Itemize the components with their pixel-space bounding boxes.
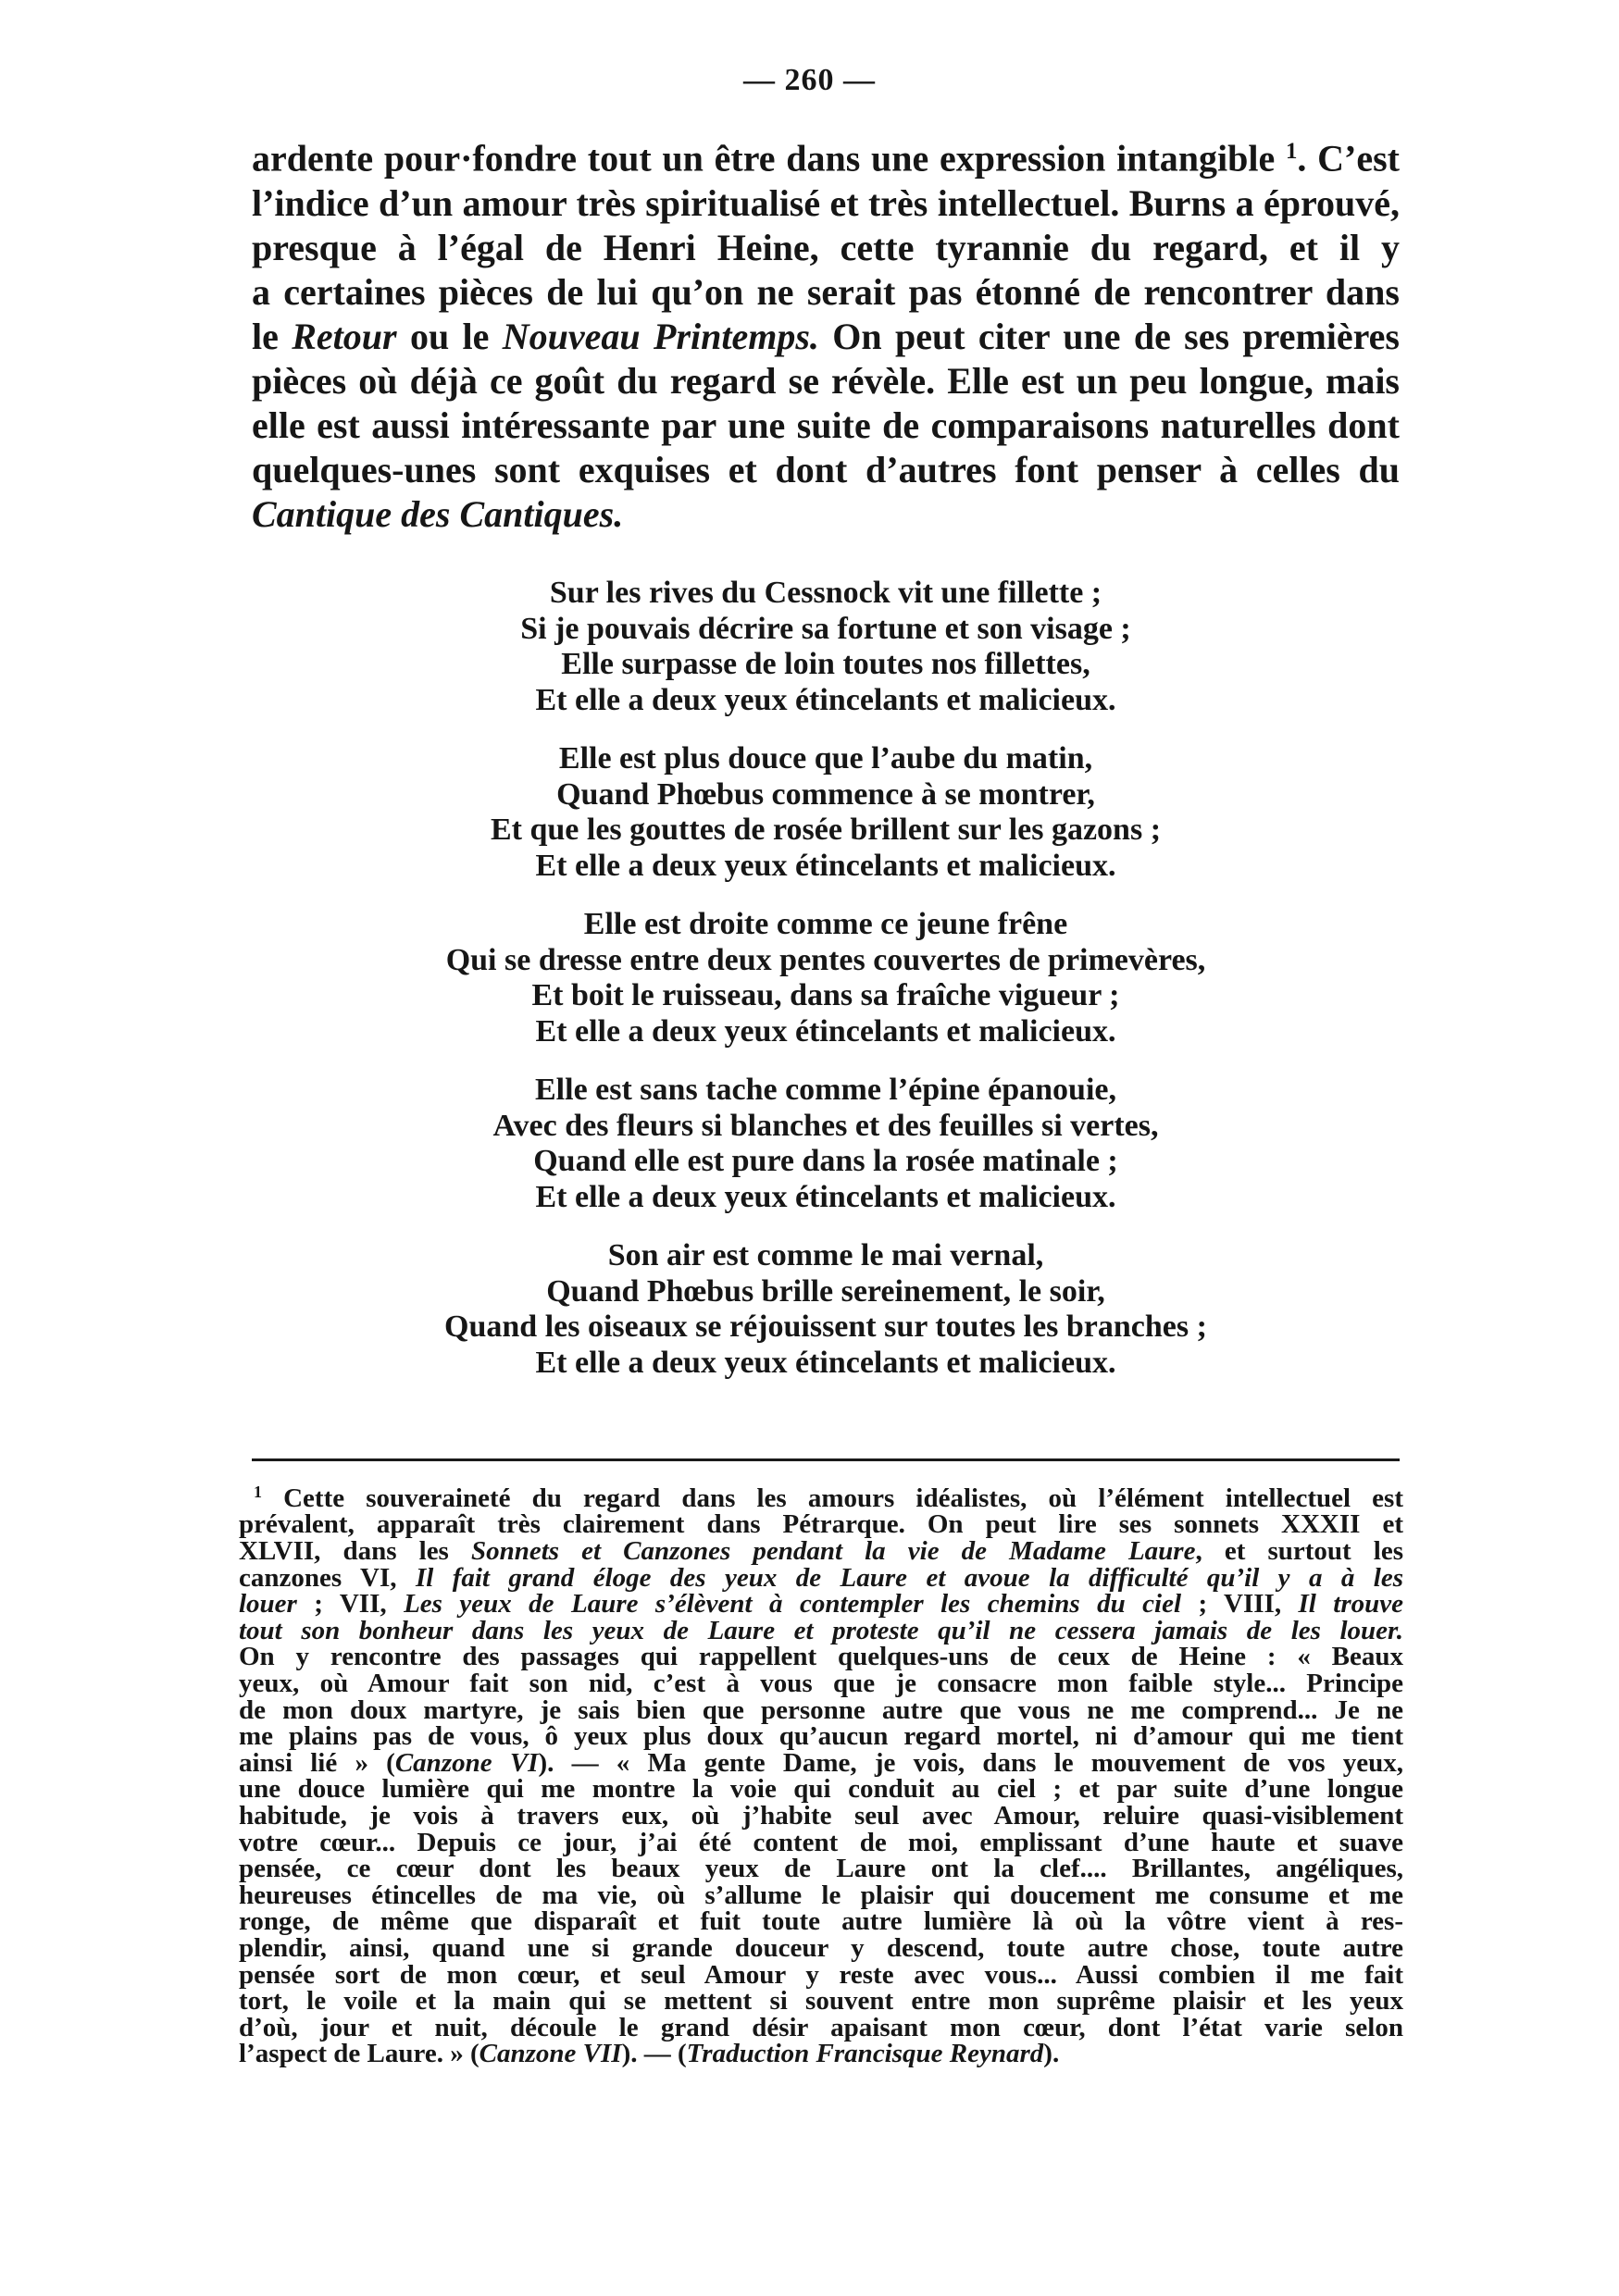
footnote-line: On y rencontre des passages qui rappellent quelques-uns de ceux de Heine : « Beaux [239, 1642, 1403, 1672]
footnote-line: pensée, ce cœur dont les beaux yeux de Laure ont la clef.... Brillantes, angéliques, [239, 1854, 1403, 1884]
verse: Et elle a deux yeux étincelants et malicieux. [535, 682, 1116, 717]
stanza-1 [252, 576, 1400, 718]
verse: Et elle a deux yeux étincelants et malicieux. [535, 1345, 1116, 1380]
verse: Et elle a deux yeux étincelants et malicieux. [535, 1013, 1116, 1049]
verse: Elle est plus douce que l’aube du matin, [558, 741, 1093, 776]
footnote-line: d’où, jour et nuit, découle le grand désir apaisant mon cœur, dont l’état varie selon [239, 2012, 1403, 2042]
verse: Quand Phœbus commence à se montrer, [556, 776, 1095, 812]
intro-line-1: ardente pour·fondre tout un être dans une expression intangible $^1$. C’est [252, 137, 1400, 180]
footnote-line: habitude, je vois à travers eux, où j’habite seul avec Amour, reluire quasi-visiblement [239, 1801, 1403, 1831]
stanza-4 [252, 1073, 1400, 1215]
intro-line-6: pièces où déjà ce goût du regard se révèle. Elle est un peu longue, mais [252, 359, 1400, 402]
intro-line-7: elle est aussi intéressante par une suite de comparaisons naturelles dont [252, 403, 1400, 446]
footnote-line: yeux, où Amour fait son nid, c’est à vous que je consacre mon faible style... Principe [239, 1669, 1403, 1699]
title-cantique: Cantique des Cantiques. [252, 492, 624, 535]
footnote-line: de mon doux martyre, je sais bien que personne autre que vous ne me comprend... Je ne [239, 1694, 1403, 1725]
intro-line-3: presque à l’égal de Henri Heine, cette tyrannie du regard, et il y [252, 226, 1400, 268]
stanza-3 [252, 907, 1400, 1049]
verse: Avec des fleurs si blanches et des feuilles si vertes, [492, 1108, 1159, 1143]
verse: Elle est sans tache comme l’épine épanouie, [535, 1073, 1116, 1107]
verse: Elle surpasse de loin toutes nos fillettes, [561, 647, 1090, 681]
footnote-line: votre cœur... Depuis ce jour, j’ai été content de moi, emplissant d’une haute et suave [239, 1827, 1403, 1857]
footnote [239, 1479, 1403, 2067]
title-retour: Retour [292, 315, 397, 357]
footnote-reference: 1 [1285, 139, 1298, 164]
footnote-line: $^1$ Cette souveraineté du regard dans les amours idéalistes, où l’élément intellectuel est [254, 1483, 1403, 1513]
footnote-line: me plains pas de vous, ô yeux plus doux qu’aucun regard mortel, ni d’amour qui me tient [239, 1721, 1403, 1752]
verse: Sur les rives du Cessnock vit une fillette ; [549, 576, 1102, 610]
stanza-5 [252, 1238, 1400, 1381]
intro-paragraph [252, 130, 1400, 537]
verse: Son air est comme le mai vernal, [607, 1238, 1044, 1272]
footnote-line: l’aspect de Laure. » (Canzone VII). — (Traduction Francisque Reynard). [239, 2039, 1060, 2069]
footnote-line: tort, le voile et la main qui se mettent si souvent entre mon suprême plaisir et les yeux [239, 1986, 1403, 2017]
footnote-marker: 1 [254, 1483, 262, 1501]
verse: Si je pouvais décrire sa fortune et son visage ; [520, 611, 1131, 646]
footnote-line: louer ; VII, Les yeux de Laure s’élèvent à contempler les chemins du ciel ; VIII, Il trouve [239, 1589, 1404, 1620]
footnote-line: une douce lumière qui me montre la voie qui conduit au ciel ; et par suite d’une longue [239, 1774, 1403, 1805]
footnote-line: canzones VI, Il fait grand éloge des yeux de Laure et avoue la difficulté qu’il y a à les [239, 1562, 1403, 1593]
stanza-2 [252, 741, 1400, 884]
intro-line-9 [252, 492, 1400, 537]
page-number: — 260 — [743, 63, 876, 97]
footnote-line: heureuses étincelles de ma vie, où s’allume le plaisir qui doucement me consume et me [239, 1880, 1403, 1910]
footnote-divider [252, 1458, 1400, 1461]
footnote-line: pensée sort de mon cœur, et seul Amour y reste avec vous... Aussi combien il me fait [239, 1959, 1403, 1990]
footnote-line: XLVII, dans les Sonnets et Canzones pendant la vie de Madame Laure, et surtout les [239, 1536, 1403, 1567]
verse: Et elle a deux yeux étincelants et malicieux. [535, 848, 1116, 883]
verse: Et que les gouttes de rosée brillent sur les gazons ; [490, 813, 1162, 847]
title-nouveau-printemps: Nouveau Printemps. [502, 315, 819, 357]
verse: Quand Phœbus brille sereinement, le soir, [546, 1273, 1105, 1309]
intro-line-4: a certaines pièces de lui qu’on ne serait pas étonné de rencontrer dans [252, 270, 1400, 313]
verse: Quand les oiseaux se réjouissent sur toutes les branches ; [444, 1309, 1207, 1344]
verse: Qui se dresse entre deux pentes couvertes de primevères, [445, 942, 1206, 977]
intro-line-2: l’indice d’un amour très spiritualisé et très intellectuel. Burns a éprouvé, [252, 181, 1400, 224]
intro-line-5: le Retour ou le Nouveau Printemps. On peut citer une de ses premières [252, 315, 1400, 357]
poem [252, 576, 1400, 1404]
verse: Quand elle est pure dans la rosée matinale ; [533, 1144, 1118, 1178]
verse: Et elle a deux yeux étincelants et malicieux. [535, 1179, 1116, 1214]
footnote-line: ainsi lié » (Canzone VI). — « Ma gente Dame, je vois, dans le mouvement de vos yeux, [239, 1747, 1403, 1778]
footnote-line: prévalent, apparaît très clairement dans Pétrarque. On peut lire ses sonnets XXXII et [239, 1509, 1403, 1540]
footnote-line: ronge, de même que disparaît et fuit toute autre lumière là où la vôtre vient à res- [239, 1906, 1403, 1937]
footnote-line: tout son bonheur dans les yeux de Laure et proteste qu’il ne cessera jamais de les louer. [239, 1615, 1403, 1645]
intro-line-8: quelques-unes sont exquises et dont d’autres font penser à celles du [252, 448, 1400, 490]
footnote-line: plendir, ainsi, quand une si grande douceur y descend, toute autre chose, toute autre [239, 1932, 1403, 1963]
verse: Elle est droite comme ce jeune frêne [583, 907, 1068, 941]
verse: Et boit le ruisseau, dans sa fraîche vigueur ; [531, 978, 1120, 1012]
